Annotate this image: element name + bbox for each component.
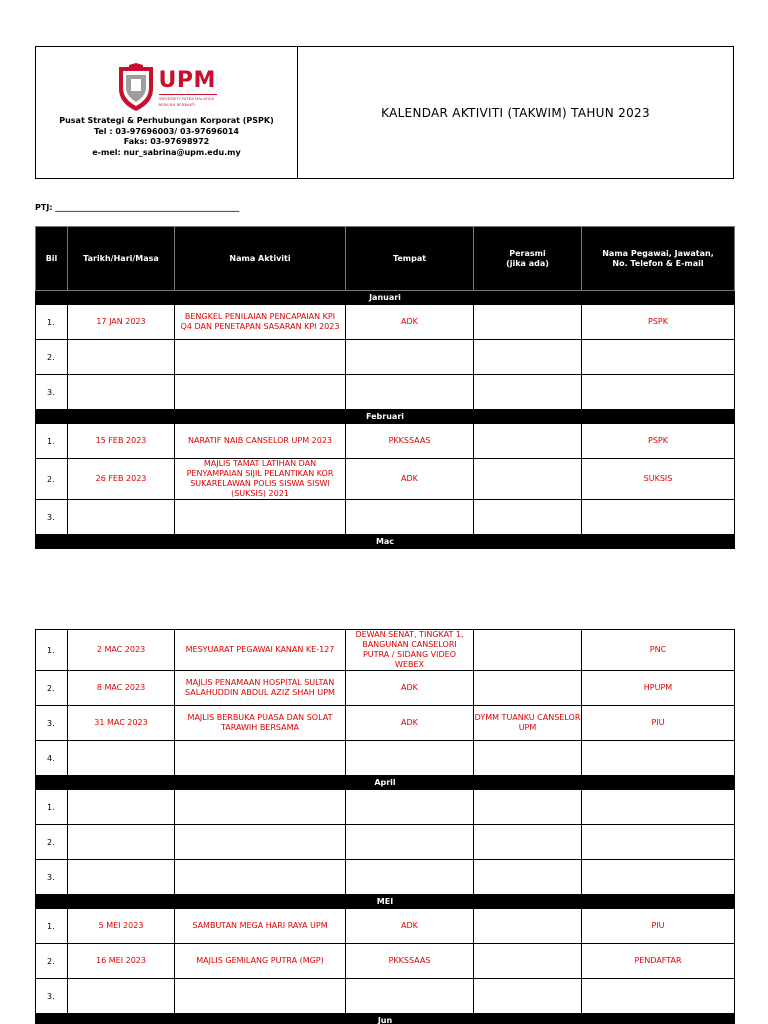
cell-bil: 1. [36, 909, 68, 944]
cell-pegawai [582, 825, 735, 860]
cell-aktiviti: MAJLIS TAMAT LATIHAN DAN PENYAMPAIAN SIJIL PELANTIKAN KOR SUKARELAWAN POLIS SISWA SISWI (SUKSIS) 2021 [175, 459, 346, 500]
month-label: MEI [36, 895, 735, 909]
cell-bil: 1. [36, 305, 68, 340]
month-header-row [36, 410, 735, 424]
cell-bil: 2. [36, 340, 68, 375]
month-label: April [36, 776, 735, 790]
table-row [36, 944, 735, 979]
col-header-pegawai: Nama Pegawai, Jawatan, No. Telefon & E-mail [582, 227, 735, 291]
cell-tarikh [68, 340, 175, 375]
table-header-row [36, 227, 735, 291]
month-header-row [36, 776, 735, 790]
table-row [36, 741, 735, 776]
upm-logo [117, 63, 217, 113]
table-row [36, 630, 735, 671]
logo-subtitle: UNIVERSITI PUTRA MALAYSIA [158, 96, 215, 101]
cell-tarikh: 8 MAC 2023 [68, 671, 175, 706]
cell-aktiviti: BENGKEL PENILAIAN PENCAPAIAN KPI Q4 DAN PENETAPAN SASARAN KPI 2023 [175, 305, 346, 340]
cell-aktiviti: MAJLIS PENAMAAN HOSPITAL SULTAN SALAHUDDIN ABDUL AZIZ SHAH UPM [175, 671, 346, 706]
month-header-row [36, 291, 735, 305]
cell-pegawai [582, 340, 735, 375]
month-label: Jun [36, 1014, 735, 1024]
cell-tarikh [68, 860, 175, 895]
cell-tarikh: 26 FEB 2023 [68, 459, 175, 500]
telephone: Tel : 03-97696003/ 03-97696014 [93, 126, 239, 136]
col-header-perasmi: Perasmi (jika ada) [474, 227, 582, 291]
logo-upm-text: UPM [158, 67, 216, 93]
cell-tarikh: 31 MAC 2023 [68, 706, 175, 741]
cell-bil: 3. [36, 375, 68, 410]
cell-tarikh [68, 375, 175, 410]
header-organization-panel [36, 47, 298, 178]
cell-tempat [346, 790, 474, 825]
cell-perasmi [474, 630, 582, 671]
cell-bil: 3. [36, 706, 68, 741]
cell-perasmi [474, 860, 582, 895]
cell-pegawai [582, 860, 735, 895]
activity-table-part-2 [35, 629, 735, 1024]
month-label: Januari [36, 291, 735, 305]
cell-perasmi [474, 459, 582, 500]
cell-tempat [346, 825, 474, 860]
cell-bil: 3. [36, 500, 68, 535]
month-header-row [36, 1014, 735, 1024]
document-header [35, 46, 734, 179]
cell-bil: 3. [36, 860, 68, 895]
cell-tempat [346, 860, 474, 895]
col-header-bil: Bil [36, 227, 68, 291]
ptj-label: PTJ: [35, 203, 53, 212]
cell-tempat: DEWAN SENAT, TINGKAT 1, BANGUNAN CANSELORI PUTRA / SIDANG VIDEO WEBEX [346, 630, 474, 671]
cell-tempat: ADK [346, 671, 474, 706]
cell-aktiviti [175, 790, 346, 825]
table-row [36, 706, 735, 741]
fax: Faks: 03-97698972 [123, 137, 210, 146]
cell-pegawai: PENDAFTAR [582, 944, 735, 979]
ptj-blank-line: ______________________________________________ [55, 203, 240, 212]
cell-aktiviti [175, 860, 346, 895]
month-label: Februari [36, 410, 735, 424]
cell-perasmi [474, 375, 582, 410]
col-header-aktiviti: Nama Aktiviti [175, 227, 346, 291]
ptj-field [35, 203, 239, 212]
cell-pegawai: PIU [582, 706, 735, 741]
cell-perasmi [474, 790, 582, 825]
email: e-mel: nur_sabrina@upm.edu.my [92, 147, 241, 157]
table-row [36, 459, 735, 500]
table-row [36, 424, 735, 459]
cell-bil: 1. [36, 630, 68, 671]
cell-bil: 2. [36, 825, 68, 860]
cell-perasmi: DYMM TUANKU CANSELOR UPM [474, 706, 582, 741]
table-row [36, 375, 735, 410]
cell-tempat: ADK [346, 706, 474, 741]
cell-pegawai [582, 741, 735, 776]
table-row [36, 825, 735, 860]
cell-aktiviti [175, 825, 346, 860]
cell-aktiviti [175, 375, 346, 410]
cell-pegawai: PSPK [582, 424, 735, 459]
cell-pegawai: PSPK [582, 305, 735, 340]
month-label: Mac [36, 535, 735, 549]
cell-perasmi [474, 979, 582, 1014]
cell-bil: 4. [36, 741, 68, 776]
cell-perasmi [474, 340, 582, 375]
cell-perasmi [474, 944, 582, 979]
month-header-row [36, 535, 735, 549]
cell-tempat [346, 500, 474, 535]
month-header-row [36, 895, 735, 909]
cell-perasmi [474, 305, 582, 340]
cell-perasmi [474, 500, 582, 535]
table-row [36, 500, 735, 535]
cell-bil: 2. [36, 459, 68, 500]
document-title: KALENDAR AKTIVITI (TAKWIM) TAHUN 2023 [381, 105, 650, 120]
cell-pegawai [582, 979, 735, 1014]
cell-tarikh [68, 741, 175, 776]
cell-bil: 3. [36, 979, 68, 1014]
cell-aktiviti: SAMBUTAN MEGA HARI RAYA UPM [175, 909, 346, 944]
cell-pegawai [582, 790, 735, 825]
cell-tempat [346, 340, 474, 375]
organization-name: Pusat Strategi & Perhubungan Korporat (PSPK) [59, 116, 274, 125]
cell-tarikh [68, 500, 175, 535]
cell-pegawai: HPUPM [582, 671, 735, 706]
table-row [36, 305, 735, 340]
cell-tarikh [68, 790, 175, 825]
cell-tarikh: 2 MAC 2023 [68, 630, 175, 671]
cell-tarikh: 17 JAN 2023 [68, 305, 175, 340]
cell-tempat [346, 375, 474, 410]
cell-aktiviti [175, 741, 346, 776]
cell-pegawai: PIU [582, 909, 735, 944]
cell-aktiviti: MAJLIS BERBUKA PUASA DAN SOLAT TARAWIH BERSAMA [175, 706, 346, 741]
cell-tarikh: 16 MEI 2023 [68, 944, 175, 979]
cell-pegawai [582, 500, 735, 535]
cell-tempat: ADK [346, 909, 474, 944]
cell-aktiviti: NARATIF NAIB CANSELOR UPM 2023 [175, 424, 346, 459]
cell-bil: 1. [36, 424, 68, 459]
logo-tagline: BERILMU BERBAKTI [158, 102, 196, 107]
cell-tempat [346, 979, 474, 1014]
cell-pegawai [582, 375, 735, 410]
cell-bil: 2. [36, 671, 68, 706]
col-header-tempat: Tempat [346, 227, 474, 291]
cell-perasmi [474, 671, 582, 706]
cell-tempat: ADK [346, 459, 474, 500]
cell-aktiviti [175, 979, 346, 1014]
cell-aktiviti: MAJLIS GEMILANG PUTRA (MGP) [175, 944, 346, 979]
cell-tarikh: 5 MEI 2023 [68, 909, 175, 944]
cell-pegawai: SUKSIS [582, 459, 735, 500]
cell-tarikh: 15 FEB 2023 [68, 424, 175, 459]
cell-tempat: PKKSSAAS [346, 424, 474, 459]
cell-tempat [346, 741, 474, 776]
contact-info [59, 116, 274, 158]
cell-tempat: PKKSSAAS [346, 944, 474, 979]
upm-crest-icon [117, 63, 155, 113]
cell-tarikh [68, 825, 175, 860]
table-row [36, 909, 735, 944]
table-row [36, 790, 735, 825]
table-row [36, 860, 735, 895]
cell-perasmi [474, 424, 582, 459]
table-row [36, 979, 735, 1014]
col-header-tarikh: Tarikh/Hari/Masa [68, 227, 175, 291]
cell-tarikh [68, 979, 175, 1014]
logo-divider [159, 94, 217, 95]
cell-aktiviti [175, 500, 346, 535]
cell-pegawai: PNC [582, 630, 735, 671]
cell-tempat: ADK [346, 305, 474, 340]
header-title-panel [298, 47, 733, 178]
activity-table-part-1 [35, 226, 735, 549]
cell-aktiviti [175, 340, 346, 375]
cell-aktiviti: MESYUARAT PEGAWAI KANAN KE-127 [175, 630, 346, 671]
table-row [36, 671, 735, 706]
cell-perasmi [474, 825, 582, 860]
table-row [36, 340, 735, 375]
cell-bil: 2. [36, 944, 68, 979]
cell-perasmi [474, 741, 582, 776]
cell-perasmi [474, 909, 582, 944]
cell-bil: 1. [36, 790, 68, 825]
